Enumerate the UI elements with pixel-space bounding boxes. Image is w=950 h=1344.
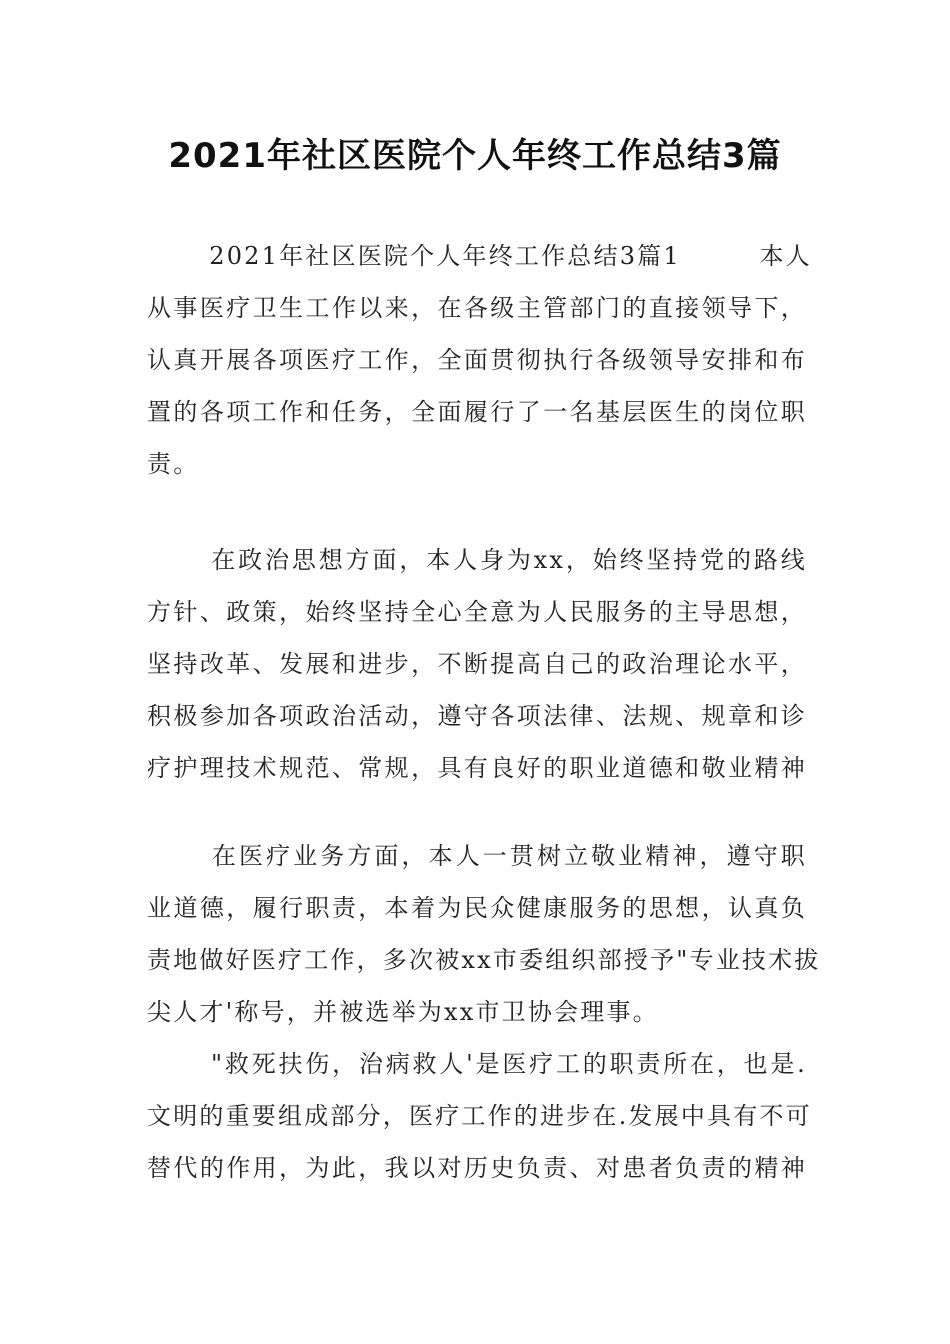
text-line: 坚持改革、发展和进步，不断提高自己的政治理论水平， bbox=[147, 650, 807, 678]
text-line: 在政治思想方面，本人身为xx，始终坚持党的路线 bbox=[147, 546, 807, 574]
text-line: 积极参加各项政治活动，遵守各项法律、法规、规章和诊 bbox=[147, 702, 807, 730]
text-line: 2021年社区医院个人年终工作总结3篇1 本人 bbox=[147, 242, 812, 270]
text-line: "救死扶伤，治病救人'是医疗工的职责所在，也是. bbox=[147, 1050, 807, 1078]
text-line: 责。 bbox=[147, 450, 200, 478]
text-line: 从事医疗卫生工作以来，在各级主管部门的直接领导下， bbox=[147, 294, 807, 322]
text-line: 方针、政策，始终坚持全心全意为人民服务的主导思想， bbox=[147, 598, 807, 626]
text-line: 疗护理技术规范、常规，具有良好的职业道德和敬业精神 bbox=[147, 754, 807, 782]
text-line: 责地做好医疗工作，多次被xx市委组织部授予"专业技术拔 bbox=[147, 946, 821, 974]
text-line: 替代的作用，为此，我以对历史负责、对患者负责的精神 bbox=[147, 1154, 807, 1182]
text-line: 尖人才'称号，并被选举为xx市卫协会理事。 bbox=[147, 998, 659, 1026]
text-line: 认真开展各项医疗工作，全面贯彻执行各级领导安排和布 bbox=[147, 346, 807, 374]
text-line: 业道德，履行职责，本着为民众健康服务的思想，认真负 bbox=[147, 894, 807, 922]
text-line: 在医疗业务方面，本人一贯树立敬业精神，遵守职 bbox=[147, 842, 807, 870]
text-line: 置的各项工作和任务，全面履行了一名基层医生的岗位职 bbox=[147, 398, 807, 426]
text-line: 文明的重要组成部分，医疗工作的进步在.发展中具有不可 bbox=[147, 1102, 812, 1130]
document-title: 2021年社区医院个人年终工作总结3篇 bbox=[168, 136, 782, 176]
